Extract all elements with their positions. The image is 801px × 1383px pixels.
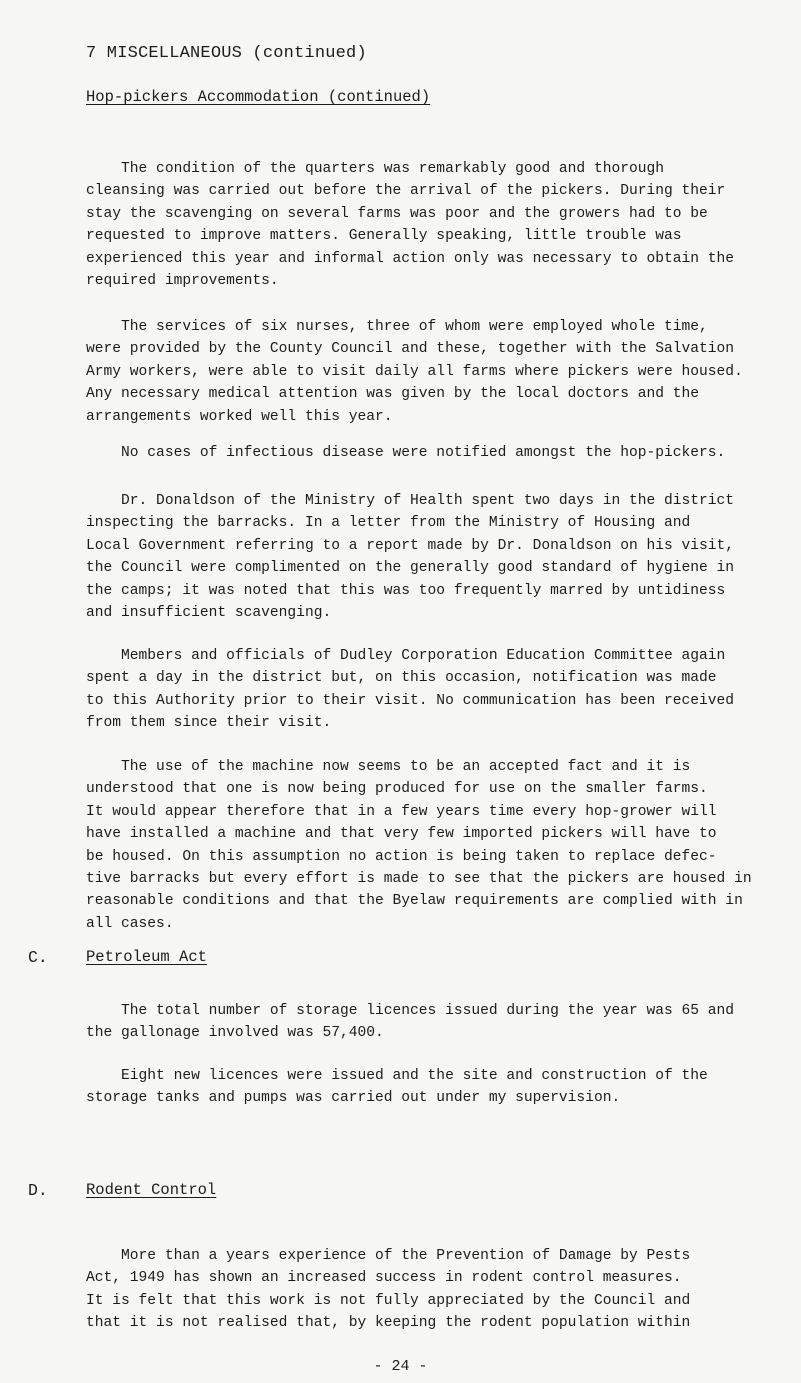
text-line: arrangements worked well this year. [86,408,393,425]
text-line: spent a day in the district but, on this occasion, notification was made [86,670,717,687]
text-line: storage tanks and pumps was carried out under my supervision. [86,1090,621,1107]
text-line: No cases of infectious disease were notified amongst the hop-pickers. [86,445,726,461]
text-line: were provided by the County Council and these, together with the Salvation [86,341,735,358]
text-line: Act, 1949 has shown an increased success in rodent control measures. [86,1270,682,1287]
text-line: Any necessary medical attention was given by the local doctors and the [86,386,700,403]
paragraph-machine [86,756,787,935]
page-heading: 7 MISCELLANEOUS (continued) [86,44,367,63]
text-line: Army workers, were able to visit daily all farms where pickers were housed. [86,363,743,380]
section-c-letter: C. [28,948,48,967]
paragraph-rodent-control [86,1245,787,1335]
text-line: Eight new licences were issued and the site and construction of the [86,1068,708,1084]
text-line: the gallonage involved was 57,400. [86,1025,384,1042]
subheading-hop-pickers: Hop-pickers Accommodation (continued) [86,88,431,106]
text-line: Members and officials of Dudley Corporation Education Committee again [86,648,726,664]
paragraph-dr-donaldson [86,490,787,624]
text-line: the camps; it was noted that this was too frequently marred by untidiness [86,582,726,599]
paragraph-storage-licences [86,1000,787,1045]
text-line: from them since their visit. [86,715,332,732]
text-line: the Council were complimented on the generally good standard of hygiene in [86,560,735,577]
page-number: - 24 - [373,1358,428,1375]
text-line: have installed a machine and that very few imported pickers will have to [86,826,717,843]
text-line: Local Government referring to a report made by Dr. Donaldson on his visit, [86,537,735,554]
section-c-title: Petroleum Act [86,948,207,966]
text-line: The services of six nurses, three of whom were employed whole time, [86,319,708,335]
text-line: to this Authority prior to their visit. No communication has been received [86,692,735,709]
text-line: understood that one is now being produced for use on the smaller farms. [86,781,708,798]
text-line: The use of the machine now seems to be an accepted fact and it is [86,759,691,775]
text-line: It is felt that this work is not fully appreciated by the Council and [86,1292,691,1309]
section-d-letter: D. [28,1181,48,1200]
text-line: cleansing was carried out before the arrival of the pickers. During their [86,183,726,200]
text-line: inspecting the barracks. In a letter from the Ministry of Housing and [86,515,691,532]
text-line: It would appear therefore that in a few years time every hop-grower will [86,803,717,820]
paragraph-quarters-condition [86,158,787,292]
text-line: More than a years experience of the Prevention of Damage by Pests [86,1248,691,1264]
text-line: The condition of the quarters was remarkably good and thorough [86,161,665,177]
text-line: and insufficient scavenging. [86,605,332,622]
paragraph-infectious-disease [86,442,787,464]
paragraph-new-licences [86,1065,787,1110]
text-line: tive barracks but every effort is made to see that the pickers are housed in [86,871,752,888]
text-line: Dr. Donaldson of the Ministry of Health spent two days in the district [86,493,735,509]
text-line: all cases. [86,915,174,932]
text-line: reasonable conditions and that the Byelaw requirements are complied with in [86,893,743,910]
paragraph-dudley-corporation [86,645,787,735]
text-line: required improvements. [86,273,279,290]
text-line: stay the scavenging on several farms was poor and the growers had to be [86,205,708,222]
section-d-title: Rodent Control [86,1181,217,1199]
text-line: that it is not realised that, by keeping the rodent population within [86,1315,691,1332]
text-line: requested to improve matters. Generally speaking, little trouble was [86,228,682,245]
paragraph-nurses [86,316,787,428]
text-line: experienced this year and informal action only was necessary to obtain the [86,250,735,267]
text-line: The total number of storage licences issued during the year was 65 and [86,1003,735,1019]
text-line: be housed. On this assumption no action is being taken to replace defec- [86,848,717,865]
